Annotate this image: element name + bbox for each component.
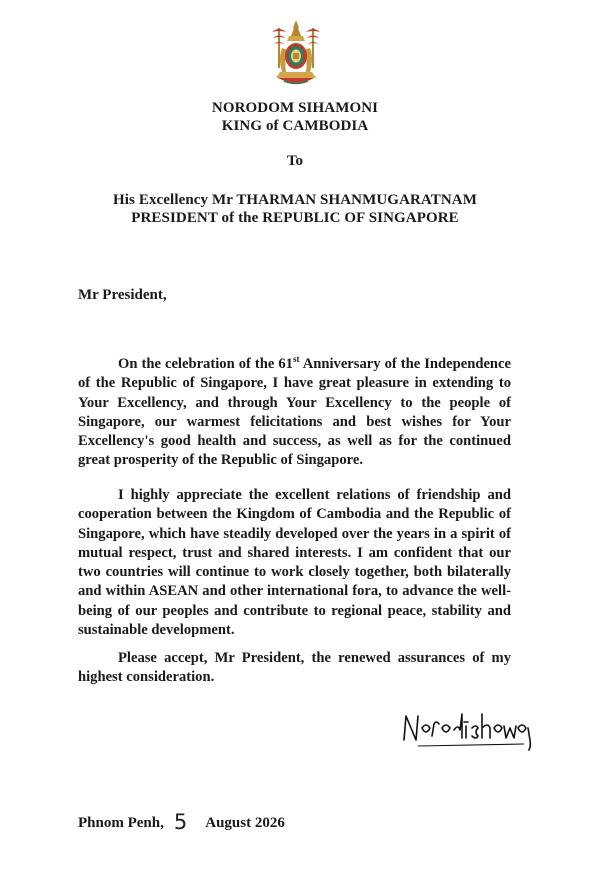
body-paragraph-1: [78, 355, 511, 471]
body-paragraph-3: Please accept, Mr President, the renewed assurances of my highest consideration.: [78, 650, 511, 686]
place-label: Phnom Penh,: [78, 815, 164, 831]
para1-text-end: Anniversary of the Independence of the Republic of Singapore, I have great pleasure in extending to Your Excellency, and through Your Excellency to the people of Singapore, our warmest felicitations and best wishes for Your Excellency's good health and success, as well as for the continued great prosperity of the Republic of Singapore.: [78, 356, 511, 469]
sender-name: NORODOM SIHAMONI: [211, 100, 379, 116]
handwritten-signature-icon: [398, 706, 538, 754]
body-paragraph-2: I highly appreciate the excellent relations of friendship and cooperation between the Kingdom of Cambodia and the Republic of Singapore, which have steadily developed over the years in a spirit of mutual respect, trust and shared interests. I am confident that our two countries will continue to work closely together, both bilaterally and within ASEAN and other international fora, to advance the well-being of our peoples and contribute to regional peace, stability and sustainable development.: [78, 487, 511, 639]
para1-text-start: On the celebration of the 61: [118, 356, 293, 372]
place-and-date: [78, 810, 285, 834]
to-label: To: [286, 153, 304, 169]
recipient-title: PRESIDENT of the REPUBLIC OF SINGAPORE: [131, 210, 459, 226]
handwritten-day: 5: [173, 810, 188, 834]
royal-arms-of-cambodia-icon: [264, 18, 328, 90]
ordinal-suffix: st: [292, 354, 300, 365]
recipient-name: His Excellency Mr THARMAN SHANMUGARATNAM: [113, 192, 477, 208]
sender-title: KING of CAMBODIA: [221, 118, 369, 134]
salutation: Mr President,: [78, 287, 167, 303]
month-year: August 2026: [205, 815, 285, 831]
